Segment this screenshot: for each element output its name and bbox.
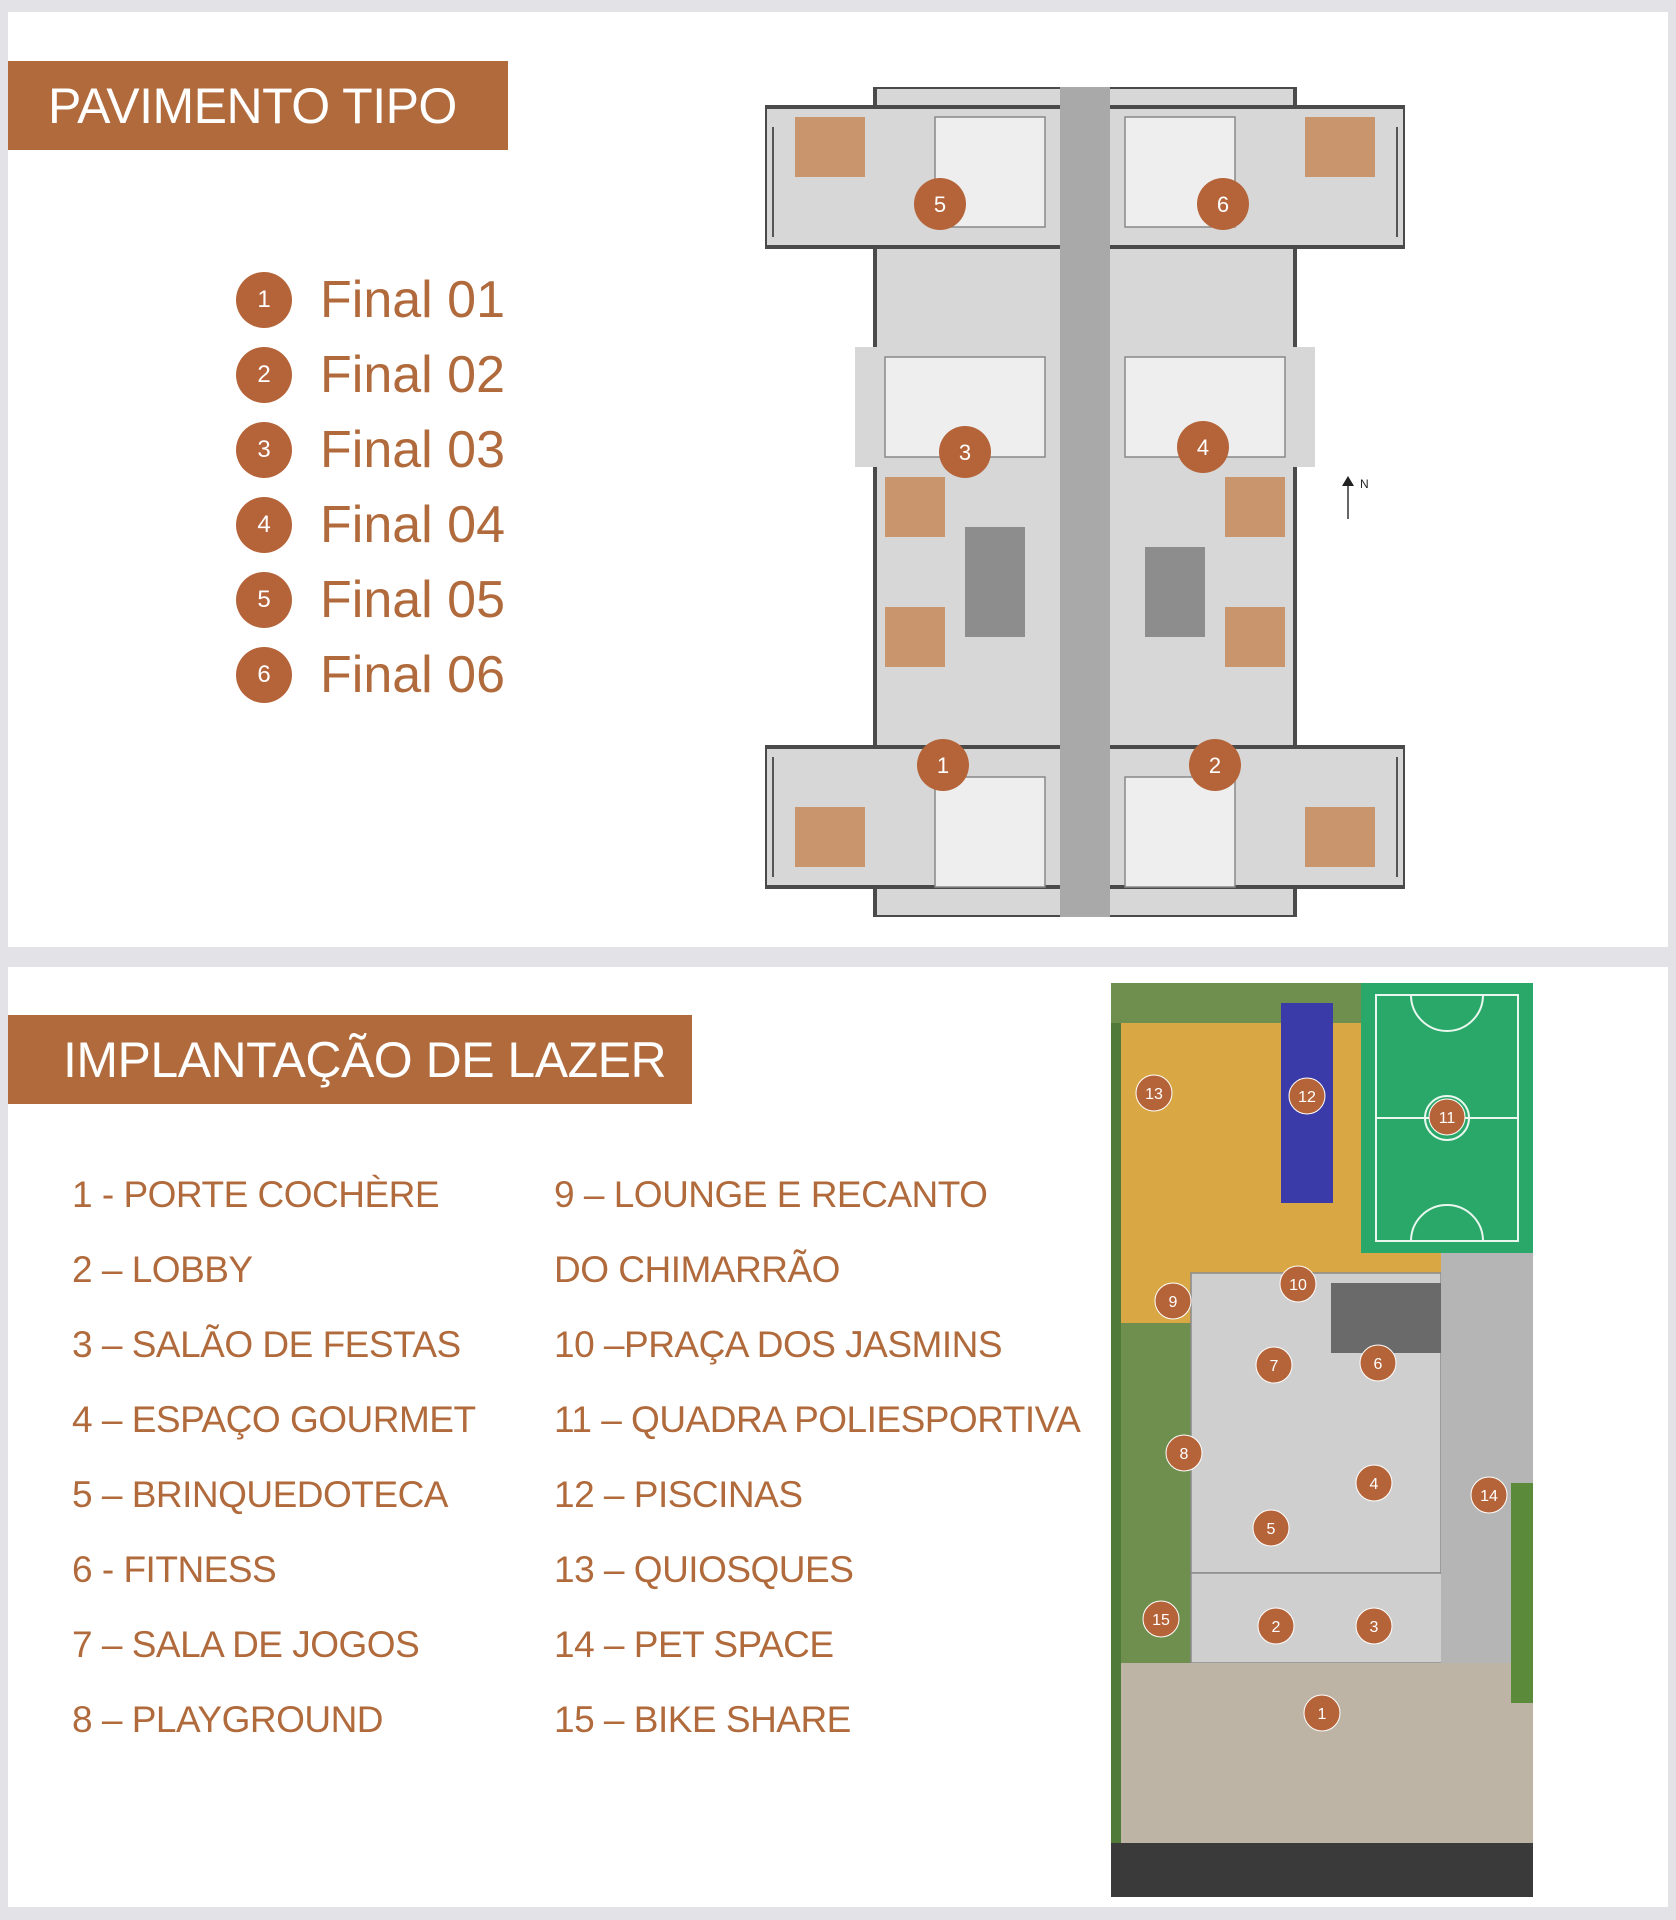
svg-text:3: 3 bbox=[958, 440, 972, 465]
leisure-item: 15 – BIKE SHARE bbox=[554, 1699, 851, 1740]
unit-legend bbox=[236, 262, 505, 712]
unit-label: Final 06 bbox=[320, 645, 505, 704]
unit-marker: 1 bbox=[236, 272, 292, 328]
svg-text:1: 1 bbox=[1317, 1706, 1327, 1723]
unit-marker: 6 bbox=[236, 647, 292, 703]
svg-text:4: 4 bbox=[1369, 1476, 1379, 1493]
floor-plan-panel bbox=[8, 12, 1668, 947]
svg-text:15: 15 bbox=[1152, 1612, 1170, 1629]
unit-label: Final 02 bbox=[320, 345, 505, 404]
unit-marker: 5 bbox=[236, 572, 292, 628]
unit-label: Final 05 bbox=[320, 570, 505, 629]
svg-text:14: 14 bbox=[1480, 1488, 1498, 1505]
unit-marker: 2 bbox=[236, 347, 292, 403]
svg-text:N: N bbox=[1360, 477, 1369, 491]
legend-item bbox=[236, 337, 505, 412]
svg-text:5: 5 bbox=[933, 192, 947, 217]
svg-text:5: 5 bbox=[1266, 1521, 1276, 1538]
leisure-item: 10 –PRAÇA DOS JASMINS bbox=[554, 1324, 1003, 1365]
svg-text:8: 8 bbox=[1179, 1446, 1189, 1463]
leisure-item: 9 – LOUNGE E RECANTO bbox=[554, 1174, 988, 1215]
legend-item bbox=[236, 262, 505, 337]
legend-item bbox=[236, 637, 505, 712]
leisure-item: 6 - FITNESS bbox=[72, 1549, 277, 1590]
leisure-item: 4 – ESPAÇO GOURMET bbox=[72, 1399, 476, 1440]
svg-text:6: 6 bbox=[1373, 1356, 1383, 1373]
site-plan-drawing bbox=[1111, 983, 1533, 1897]
svg-text:2: 2 bbox=[1208, 753, 1222, 778]
leisure-item: DO CHIMARRÃO bbox=[554, 1249, 840, 1290]
leisure-item: 13 – QUIOSQUES bbox=[554, 1549, 854, 1590]
svg-text:10: 10 bbox=[1289, 1277, 1307, 1294]
leisure-list-right bbox=[554, 1167, 1080, 1767]
svg-text:1: 1 bbox=[936, 753, 950, 778]
unit-label: Final 03 bbox=[320, 420, 505, 479]
svg-text:3: 3 bbox=[1369, 1619, 1379, 1636]
floor-plan-title: PAVIMENTO TIPO bbox=[8, 61, 508, 150]
leisure-list-left bbox=[72, 1167, 476, 1767]
leisure-item: 12 – PISCINAS bbox=[554, 1474, 803, 1515]
svg-text:6: 6 bbox=[1216, 192, 1230, 217]
unit-marker: 3 bbox=[236, 422, 292, 478]
legend-item bbox=[236, 487, 505, 562]
leisure-item: 3 – SALÃO DE FESTAS bbox=[72, 1324, 461, 1365]
svg-text:12: 12 bbox=[1298, 1089, 1316, 1106]
leisure-item: 1 - PORTE COCHÈRE bbox=[72, 1174, 440, 1215]
svg-text:2: 2 bbox=[1271, 1619, 1281, 1636]
legend-item bbox=[236, 412, 505, 487]
svg-text:9: 9 bbox=[1168, 1294, 1178, 1311]
leisure-panel bbox=[8, 967, 1668, 1907]
leisure-title: IMPLANTAÇÃO DE LAZER bbox=[8, 1015, 692, 1104]
leisure-item: 14 – PET SPACE bbox=[554, 1624, 834, 1665]
leisure-item: 11 – QUADRA POLIESPORTIVA bbox=[554, 1399, 1081, 1440]
leisure-item: 5 – BRINQUEDOTECA bbox=[72, 1474, 448, 1515]
unit-marker: 4 bbox=[236, 497, 292, 553]
north-arrow-icon bbox=[1338, 474, 1378, 524]
svg-text:4: 4 bbox=[1196, 435, 1210, 460]
unit-label: Final 01 bbox=[320, 270, 505, 329]
svg-text:13: 13 bbox=[1145, 1086, 1163, 1103]
leisure-item: 7 – SALA DE JOGOS bbox=[72, 1624, 420, 1665]
svg-text:7: 7 bbox=[1269, 1358, 1279, 1375]
svg-text:11: 11 bbox=[1438, 1110, 1456, 1127]
unit-label: Final 04 bbox=[320, 495, 505, 554]
floor-plan-drawing bbox=[765, 87, 1405, 917]
leisure-item: 2 – LOBBY bbox=[72, 1249, 253, 1290]
legend-item bbox=[236, 562, 505, 637]
leisure-item: 8 – PLAYGROUND bbox=[72, 1699, 384, 1740]
